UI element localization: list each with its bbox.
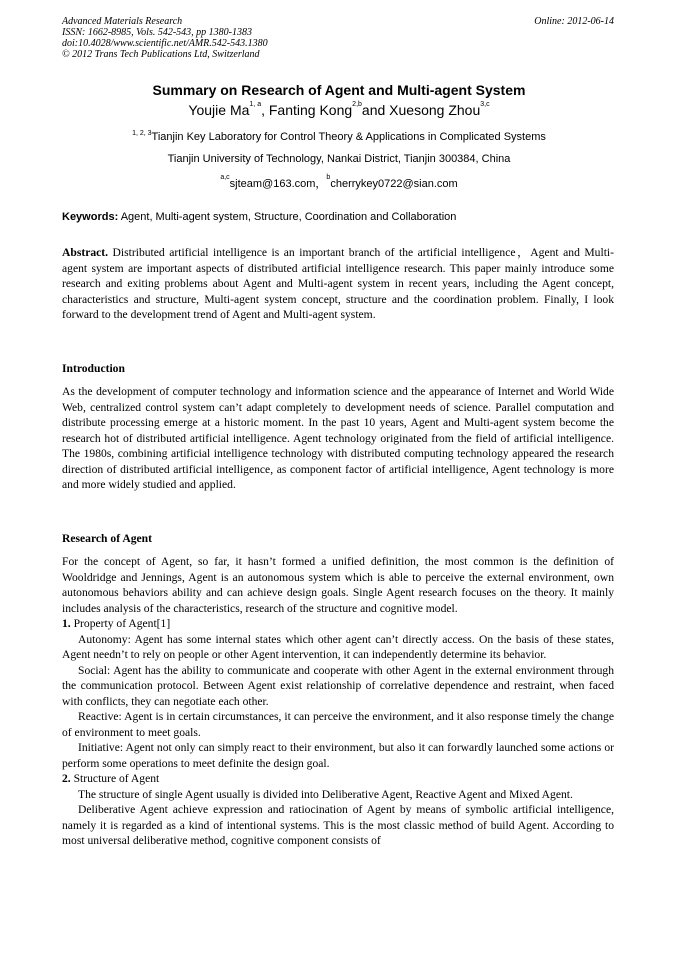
affiliation-lab: Tianjin Key Laboratory for Control Theory & Applications in Complicated Systems <box>151 131 546 143</box>
autonomy-paragraph: Autonomy: Agent has some internal states which other agent can’t directly access. On the basis of these states, Agent needn’t to rely on people or other Agent intervention, it can independently determine its behavior. <box>62 632 614 661</box>
email-separator: ， <box>315 178 327 190</box>
abstract-text: Distributed artificial intelligence is an important branch of the artificial intelligence，Agent and Multi-agent system are important aspects of distributed artificial intelligence research. This paper mainly introduce some research and exiting problems about Agent and Multi-agent system in recent years, including the Agent concept, characteristics and structure, Multi-agent system concept, structure and the coordination problem. Finally, I look forward to the development trend of Agent and Multi-agent system. <box>62 246 614 321</box>
introduction-heading: Introduction <box>62 362 125 375</box>
online-date: Online: 2012-06-14 <box>534 16 614 27</box>
keywords-text: Agent, Multi-agent system, Structure, Coordination and Collaboration <box>118 211 457 223</box>
author-superscript: 3,c <box>480 101 490 108</box>
subsection-title: Structure of Agent <box>70 772 160 785</box>
copyright-line: © 2012 Trans Tech Publications Ltd, Switzerland <box>62 49 260 60</box>
author-name: Xuesong Zhou <box>389 102 481 118</box>
author-name: Fanting Kong <box>268 102 353 118</box>
affiliation-line-2: Tianjin University of Technology, Nankai District, Tianjin 300384, China <box>167 153 511 165</box>
research-intro-paragraph: For the concept of Agent, so far, it hasn’t formed a unified definition, the most common is the definition of Wooldridge and Jennings, Agent is an autonomous system which is able to perceive the external environment, own autonomous behaviors ability and can achieve design goals. Single Agent research focuses on the theory. It mainly includes analysis of the characteristics, research of the structure and cognitive model. <box>62 555 614 615</box>
subsection-number: 1. <box>62 617 71 630</box>
initiative-paragraph: Initiative: Agent not only can simply react to their environment, but also it can forwardly launched some actions or perform some operations to meet definite the design goal. <box>62 741 614 770</box>
journal-header <box>62 16 614 60</box>
email-address: cherrykey0722@sian.com <box>330 178 458 190</box>
keywords-label: Keywords: <box>62 211 119 223</box>
deliberative-paragraph: Deliberative Agent achieve expression and ratiocination of Agent by means of symbolic artificial intelligence, namely it is regarded as a kind of intentional systems. This is the most classic method of build Agent. According to most universal deliberative method, cognitive component consists of <box>62 803 614 847</box>
author-separator: and <box>361 102 390 118</box>
subsection-property <box>62 616 614 632</box>
email-line <box>0 175 678 191</box>
paper-title: Summary on Research of Agent and Multi-agent System <box>152 82 526 98</box>
journal-name: Advanced Materials Research <box>62 16 183 27</box>
abstract <box>62 245 614 323</box>
keywords <box>62 211 614 223</box>
abstract-label: Abstract. <box>62 246 109 259</box>
author-line <box>0 102 678 118</box>
structure-paragraph: The structure of single Agent usually is divided into Deliberative Agent, Reactive Agent and Mixed Agent. <box>78 787 573 801</box>
social-paragraph: Social: Agent has the ability to communicate and cooperate with other Agent in the external environment through the communication protocol. Between Agent exist relationship of correlative dependence and restraint, when faced with conflicts, they can negotiate each other. <box>62 663 614 708</box>
affiliation-line-1 <box>0 131 678 143</box>
author-superscript: 1, a <box>249 101 262 108</box>
doi-line: doi:10.4028/www.scientific.net/AMR.542-543.1380 <box>62 38 268 49</box>
author-superscript: 2,b <box>352 101 362 108</box>
reactive-paragraph: Reactive: Agent is in certain circumstances, it can perceive the environment, and it also response timely the change of environment to meet goals. <box>62 710 614 739</box>
affiliation-superscript: 1, 2, 3 <box>132 130 152 137</box>
subsection-title: Property of Agent[1] <box>70 617 171 630</box>
introduction-body <box>62 384 614 493</box>
email-superscript: b <box>326 174 331 181</box>
issn-line: ISSN: 1662-8985, Vols. 542-543, pp 1380-1383 <box>62 27 252 38</box>
email-address: sjteam@163.com <box>229 178 316 190</box>
introduction-paragraph: As the development of computer technology and information science and the appearance of Internet and World Wide Web, centralized control system can’t adapt completely to development needs of science. Parallel computation and distribute processing emerge at a historic moment. In the past 10 years, Agent and Multi-agent system become the research hot of distributed artificial intelligence. Agent technology originated from the field of artificial intelligence. The 1980s, combining artificial intelligence technology with distributed computing technology appeared the research direction of distributed artificial intelligence, as component factor of artificial intelligence, Agent technology is more and more widely studied and applied. <box>62 385 614 491</box>
subsection-structure <box>62 771 614 787</box>
email-superscript: a,c <box>220 174 230 181</box>
author-name: Youjie Ma <box>188 102 250 118</box>
research-heading: Research of Agent <box>62 532 152 545</box>
subsection-number: 2. <box>62 772 71 785</box>
research-body <box>62 554 614 849</box>
author-separator: , <box>261 102 269 118</box>
